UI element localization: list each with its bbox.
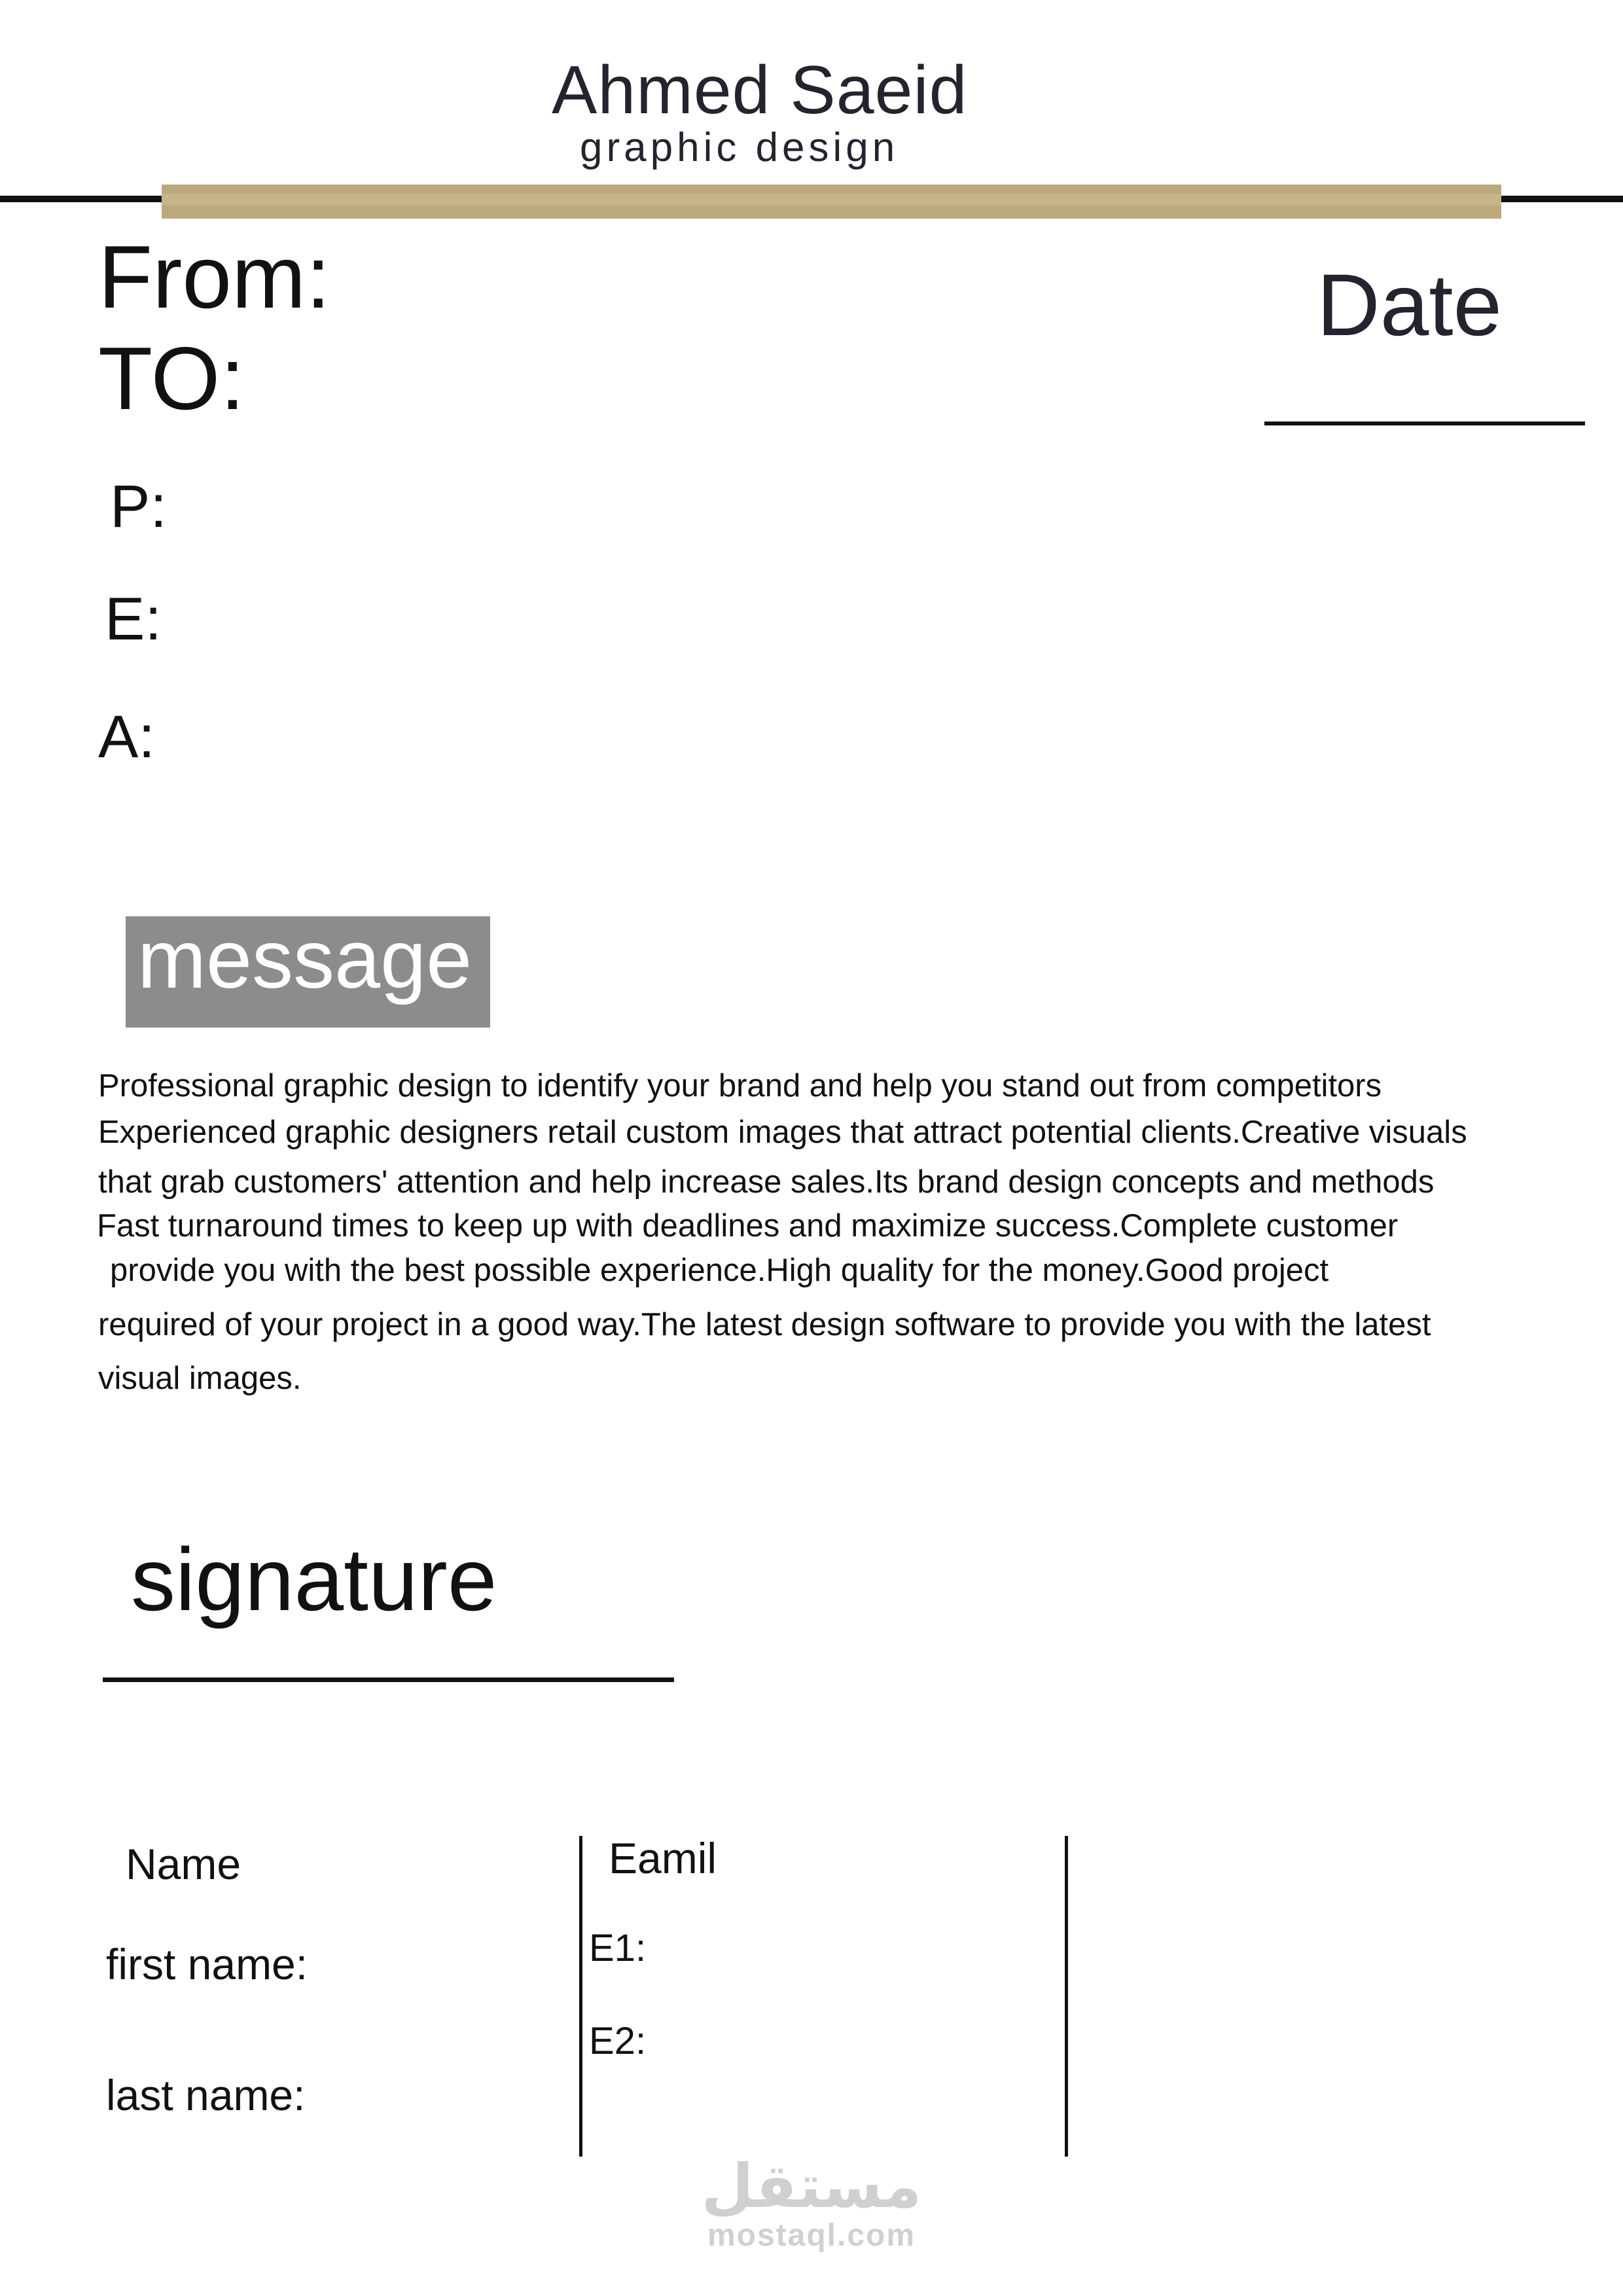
from-label: From: xyxy=(98,227,331,327)
last-name-label: last name: xyxy=(106,2071,306,2119)
email-2-label: E2: xyxy=(589,2020,647,2062)
email-label: E: xyxy=(105,586,162,653)
brand-subtitle: graphic design xyxy=(580,125,899,170)
message-line: provide you with the best possible experience.High quality for the money.Good project xyxy=(110,1253,1329,1288)
signature-label: signature xyxy=(131,1530,497,1629)
header-accent-bar-inner xyxy=(162,194,1501,206)
phone-label: P: xyxy=(110,473,167,540)
signature-line xyxy=(103,1677,674,1682)
message-line: visual images. xyxy=(98,1361,302,1396)
message-line: Professional graphic design to identify your brand and help you stand out from competitors xyxy=(98,1068,1382,1103)
first-name-label: first name: xyxy=(106,1940,308,1988)
message-label: message xyxy=(137,913,473,1005)
column-divider xyxy=(579,1836,582,2157)
message-line: that grab customers' attention and help increase sales.Its brand design concepts and methods xyxy=(98,1164,1435,1200)
message-line: Experienced graphic designers retail custom images that attract potential clients.Creative visuals xyxy=(98,1115,1467,1150)
date-label: Date xyxy=(1317,257,1503,354)
watermark-latin: mostaql.com xyxy=(707,2218,916,2253)
name-heading: Name xyxy=(126,1840,241,1888)
email-1-label: E1: xyxy=(589,1927,647,1969)
to-label: TO: xyxy=(98,329,245,428)
date-underline xyxy=(1264,422,1585,425)
column-divider xyxy=(1065,1836,1068,2157)
message-line: required of your project in a good way.The latest design software to provide you with the latest xyxy=(98,1307,1431,1342)
watermark-arabic: مستقل xyxy=(701,2151,922,2221)
message-line: Fast turnaround times to keep up with deadlines and maximize success.Complete customer xyxy=(97,1208,1399,1244)
address-label: A: xyxy=(98,704,155,770)
brand-name: Ahmed Saeid xyxy=(552,52,968,128)
email-heading: Eamil xyxy=(609,1834,717,1882)
